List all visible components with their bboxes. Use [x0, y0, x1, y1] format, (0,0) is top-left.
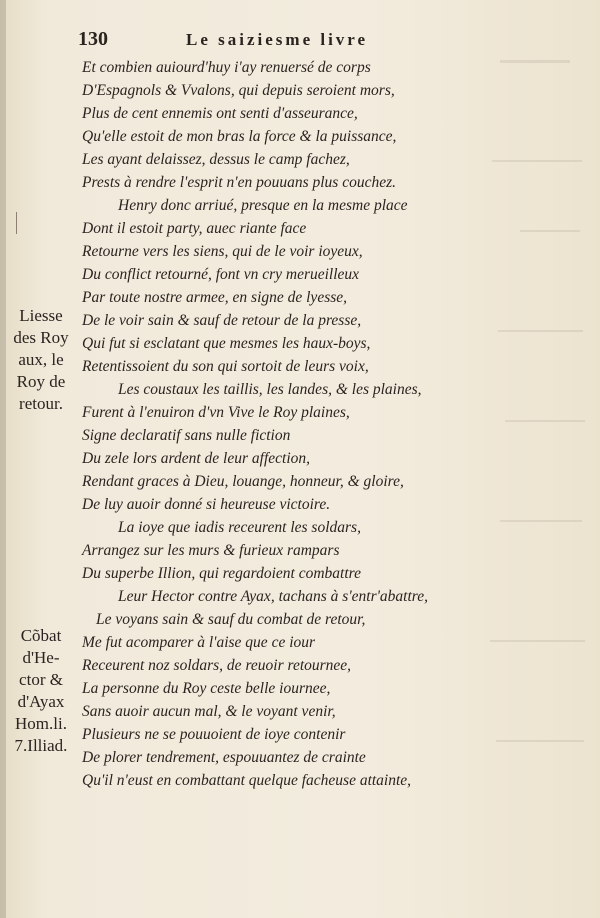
- verse-line: Sans auoir aucun mal, & le voyant venir,: [82, 703, 336, 720]
- verse-line: Du conflict retourné, font vn cry merueilleux: [82, 266, 360, 283]
- verse-line: Les ayant delaissez, dessus le camp fachez,: [82, 151, 350, 168]
- verse-line: Plusieurs ne se pouuoient de ioye contenir: [82, 726, 346, 743]
- verse-line: Du superbe Illion, qui regardoient combattre: [82, 565, 361, 582]
- page-header: [78, 28, 438, 54]
- margin-note-line: aux, le: [18, 350, 64, 369]
- running-title: Le saiziesme livre: [186, 30, 369, 49]
- verse-line: Henry donc arriué, presque en la mesme place: [118, 197, 408, 214]
- verse-line: Et combien auiourd'huy i'ay renuersé de corps: [82, 59, 371, 76]
- margin-rule: [16, 212, 17, 234]
- verse-line: Rendant graces à Dieu, louange, honneur, & gloire,: [82, 473, 404, 490]
- verse-line: Retentissoient du son qui sortoit de leurs voix,: [82, 358, 369, 375]
- verse-line: De le voir sain & sauf de retour de la presse,: [82, 312, 362, 329]
- margin-note: [4, 305, 78, 415]
- verse-line: Signe declaratif sans nulle fiction: [82, 427, 291, 444]
- verse-line: D'Espagnols & Vvalons, qui depuis seroient mors,: [82, 82, 395, 99]
- verse-line: Par toute nostre armee, en signe de lyesse,: [82, 289, 348, 306]
- verse-line: Leur Hector contre Ayax, tachans à s'entr'abattre,: [118, 588, 428, 605]
- margin-note-line: Roy de: [16, 372, 66, 391]
- verse-line: La ioye que iadis receurent les soldars,: [118, 519, 361, 536]
- verse-line: Retourne vers les siens, qui de le voir ioyeux,: [82, 243, 363, 260]
- verse-line: Le voyans sain & sauf du combat de retour,: [96, 611, 366, 628]
- margin-note-line: d'He-: [22, 648, 60, 667]
- verse-line: Receurent noz soldars, de reuoir retournee,: [82, 657, 352, 674]
- verse-line: Qu'elle estoit de mon bras la force & la puissance,: [82, 128, 397, 145]
- verse-line: Qu'il n'eust en combattant quelque facheuse attainte,: [82, 772, 412, 789]
- verse-line: Arrangez sur les murs & furieux rampars: [82, 542, 340, 559]
- margin-note: [4, 625, 78, 757]
- verse-line: Plus de cent ennemis ont senti d'asseurance,: [82, 105, 358, 122]
- verse-line: De luy auoir donné si heureuse victoire.: [82, 496, 331, 513]
- verse-line: La personne du Roy ceste belle iournee,: [82, 680, 331, 697]
- margin-note-line: ctor &: [19, 670, 63, 689]
- margin-note-line: 7.Illiad.: [14, 736, 68, 755]
- verse-line: Furent à l'enuiron d'vn Vive le Roy plaines,: [82, 404, 350, 421]
- verse-line: Dont il estoit party, auec riante face: [82, 220, 307, 237]
- verse-line: Du zele lors ardent de leur affection,: [82, 450, 311, 467]
- margin-note-line: Liesse: [19, 306, 63, 325]
- margin-note-line: Hom.li.: [15, 714, 67, 733]
- margin-note-line: Cõbat: [20, 626, 62, 645]
- page-number: 130: [78, 28, 108, 50]
- margin-note-line: retour.: [19, 394, 63, 413]
- verse-line: Prests à rendre l'esprit n'en pouuans plus couchez.: [82, 174, 397, 191]
- verse-line: Qui fut si esclatant que mesmes les haux-boys,: [82, 335, 371, 352]
- verse-line: Les coustaux les taillis, les landes, & les plaines,: [118, 381, 422, 398]
- margin-note-line: des Roy: [13, 328, 69, 347]
- verse-line: Me fut acomparer à l'aise que ce iour: [82, 634, 316, 651]
- verse-line: De plorer tendrement, espouuantez de crainte: [82, 749, 366, 766]
- margin-note-line: d'Ayax: [17, 692, 65, 711]
